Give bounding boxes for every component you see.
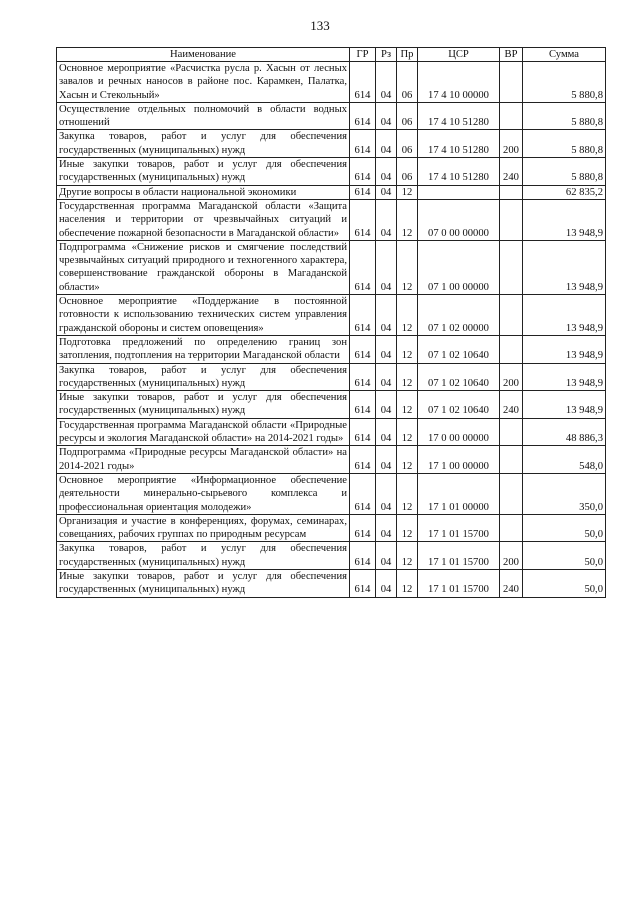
row-vr: 200	[500, 363, 523, 391]
row-pr: 12	[397, 335, 418, 363]
row-gr: 614	[350, 363, 376, 391]
row-name: Закупка товаров, работ и услуг для обеспечения государственных (муниципальных) нужд	[57, 130, 350, 158]
table-row	[57, 295, 606, 336]
row-csr: 17 1 01 15700	[418, 569, 500, 597]
row-vr	[500, 185, 523, 199]
row-vr	[500, 102, 523, 130]
row-vr: 200	[500, 542, 523, 570]
row-vr	[500, 240, 523, 294]
table-row	[57, 130, 606, 158]
row-name: Осуществление отдельных полномочий в области водных отношений	[57, 102, 350, 130]
row-sum: 5 880,8	[523, 158, 606, 186]
row-sum: 13 948,9	[523, 391, 606, 419]
row-rz: 04	[376, 130, 397, 158]
row-pr: 12	[397, 569, 418, 597]
row-pr: 12	[397, 295, 418, 336]
page-number: 133	[310, 18, 330, 33]
row-name: Основное мероприятие «Поддержание в постоянной готовности к использованию технических систем управления гражданской обороны и систем оповещения»	[57, 295, 350, 336]
row-csr: 07 1 02 10640	[418, 391, 500, 419]
row-rz: 04	[376, 446, 397, 474]
header-sum: Сумма	[523, 48, 606, 62]
row-gr: 614	[350, 199, 376, 240]
row-csr: 17 1 01 15700	[418, 514, 500, 542]
row-vr	[500, 295, 523, 336]
row-pr: 12	[397, 418, 418, 446]
row-rz: 04	[376, 62, 397, 103]
row-csr: 17 1 00 00000	[418, 446, 500, 474]
row-rz: 04	[376, 185, 397, 199]
row-csr: 07 0 00 00000	[418, 199, 500, 240]
row-gr: 614	[350, 473, 376, 514]
table-row	[57, 335, 606, 363]
table-row	[57, 240, 606, 294]
header-pr: Пр	[397, 48, 418, 62]
row-csr: 17 4 10 51280	[418, 158, 500, 186]
row-rz: 04	[376, 363, 397, 391]
row-vr: 240	[500, 158, 523, 186]
row-csr: 17 0 00 00000	[418, 418, 500, 446]
row-rz: 04	[376, 240, 397, 294]
header-vr: ВР	[500, 48, 523, 62]
row-gr: 614	[350, 542, 376, 570]
header-name: Наименование	[57, 48, 350, 62]
row-name: Государственная программа Магаданской области «Природные ресурсы и экология Магаданской области» на 2014-2021 годы»	[57, 418, 350, 446]
header-rz: Рз	[376, 48, 397, 62]
row-name: Основное мероприятие «Информационное обеспечение деятельности минерально-сырьевого комплекса и профессиональная ориентация молодежи»	[57, 473, 350, 514]
row-gr: 614	[350, 514, 376, 542]
row-name: Подготовка предложений по определению границ зон затопления, подтопления на территории Магаданской области	[57, 335, 350, 363]
row-sum: 50,0	[523, 569, 606, 597]
row-pr: 12	[397, 240, 418, 294]
row-sum: 5 880,8	[523, 130, 606, 158]
row-sum: 350,0	[523, 473, 606, 514]
row-sum: 50,0	[523, 542, 606, 570]
table-row	[57, 391, 606, 419]
row-rz: 04	[376, 514, 397, 542]
header-gr: ГР	[350, 48, 376, 62]
row-name: Иные закупки товаров, работ и услуг для обеспечения государственных (муниципальных) нужд	[57, 158, 350, 186]
row-pr: 06	[397, 130, 418, 158]
row-pr: 12	[397, 473, 418, 514]
table-body	[57, 62, 606, 598]
row-csr: 17 1 01 15700	[418, 542, 500, 570]
table-row	[57, 473, 606, 514]
row-sum: 13 948,9	[523, 335, 606, 363]
table-row	[57, 418, 606, 446]
table-row	[57, 62, 606, 103]
row-gr: 614	[350, 418, 376, 446]
row-sum: 50,0	[523, 514, 606, 542]
row-rz: 04	[376, 418, 397, 446]
row-rz: 04	[376, 295, 397, 336]
row-gr: 614	[350, 240, 376, 294]
row-rz: 04	[376, 542, 397, 570]
table-row	[57, 446, 606, 474]
row-pr: 12	[397, 363, 418, 391]
budget-table	[56, 47, 606, 598]
row-gr: 614	[350, 158, 376, 186]
row-sum: 13 948,9	[523, 295, 606, 336]
row-vr	[500, 446, 523, 474]
row-pr: 12	[397, 542, 418, 570]
row-csr: 07 1 00 00000	[418, 240, 500, 294]
row-pr: 06	[397, 102, 418, 130]
row-sum: 5 880,8	[523, 62, 606, 103]
row-vr	[500, 335, 523, 363]
row-gr: 614	[350, 335, 376, 363]
row-csr: 07 1 02 10640	[418, 335, 500, 363]
row-gr: 614	[350, 569, 376, 597]
row-gr: 614	[350, 102, 376, 130]
table-row	[57, 102, 606, 130]
row-name: Организация и участие в конференциях, форумах, семинарах, совещаниях, рабочих группах по природным ресурсам	[57, 514, 350, 542]
row-pr: 12	[397, 514, 418, 542]
header-csr: ЦСР	[418, 48, 500, 62]
table-row	[57, 363, 606, 391]
row-vr	[500, 473, 523, 514]
row-csr: 07 1 02 00000	[418, 295, 500, 336]
row-vr: 200	[500, 130, 523, 158]
row-rz: 04	[376, 199, 397, 240]
row-pr: 06	[397, 62, 418, 103]
row-pr: 12	[397, 391, 418, 419]
row-vr	[500, 199, 523, 240]
row-csr: 17 4 10 51280	[418, 102, 500, 130]
row-sum: 13 948,9	[523, 363, 606, 391]
row-gr: 614	[350, 185, 376, 199]
row-pr: 12	[397, 199, 418, 240]
row-vr	[500, 514, 523, 542]
row-pr: 12	[397, 446, 418, 474]
row-csr: 17 4 10 51280	[418, 130, 500, 158]
row-gr: 614	[350, 295, 376, 336]
row-name: Государственная программа Магаданской области «Защита населения и территории от чрезвычайных ситуаций и обеспечение пожарной безопасности в Магаданской области»	[57, 199, 350, 240]
row-rz: 04	[376, 473, 397, 514]
table-header-row	[57, 48, 606, 62]
row-sum: 62 835,2	[523, 185, 606, 199]
row-gr: 614	[350, 446, 376, 474]
row-sum: 13 948,9	[523, 240, 606, 294]
row-name: Подпрограмма «Снижение рисков и смягчение последствий чрезвычайных ситуаций природного и техногенного характера, совершенствование гражданской обороны в Магаданской области»	[57, 240, 350, 294]
row-rz: 04	[376, 569, 397, 597]
row-pr: 06	[397, 158, 418, 186]
table-row	[57, 514, 606, 542]
row-vr	[500, 62, 523, 103]
row-sum: 548,0	[523, 446, 606, 474]
row-name: Закупка товаров, работ и услуг для обеспечения государственных (муниципальных) нужд	[57, 542, 350, 570]
row-rz: 04	[376, 158, 397, 186]
row-sum: 48 886,3	[523, 418, 606, 446]
table-row	[57, 569, 606, 597]
row-name: Подпрограмма «Природные ресурсы Магаданской области» на 2014-2021 годы»	[57, 446, 350, 474]
row-rz: 04	[376, 391, 397, 419]
row-rz: 04	[376, 335, 397, 363]
row-name: Иные закупки товаров, работ и услуг для обеспечения государственных (муниципальных) нужд	[57, 569, 350, 597]
row-csr: 17 4 10 00000	[418, 62, 500, 103]
row-rz: 04	[376, 102, 397, 130]
table-row	[57, 185, 606, 199]
row-gr: 614	[350, 130, 376, 158]
table-row	[57, 158, 606, 186]
row-name: Закупка товаров, работ и услуг для обеспечения государственных (муниципальных) нужд	[57, 363, 350, 391]
row-sum: 5 880,8	[523, 102, 606, 130]
row-gr: 614	[350, 391, 376, 419]
row-csr: 17 1 01 00000	[418, 473, 500, 514]
row-vr	[500, 418, 523, 446]
row-vr: 240	[500, 569, 523, 597]
row-name: Основное мероприятие «Расчистка русла р. Хасын от лесных завалов и речных наносов в районе пос. Карамкен, Палатка, Хасын и Стекольный»	[57, 62, 350, 103]
row-vr: 240	[500, 391, 523, 419]
row-csr	[418, 185, 500, 199]
row-sum: 13 948,9	[523, 199, 606, 240]
row-name: Другие вопросы в области национальной экономики	[57, 185, 350, 199]
row-name: Иные закупки товаров, работ и услуг для обеспечения государственных (муниципальных) нужд	[57, 391, 350, 419]
table-row	[57, 542, 606, 570]
row-csr: 07 1 02 10640	[418, 363, 500, 391]
table-row	[57, 199, 606, 240]
row-pr: 12	[397, 185, 418, 199]
row-gr: 614	[350, 62, 376, 103]
